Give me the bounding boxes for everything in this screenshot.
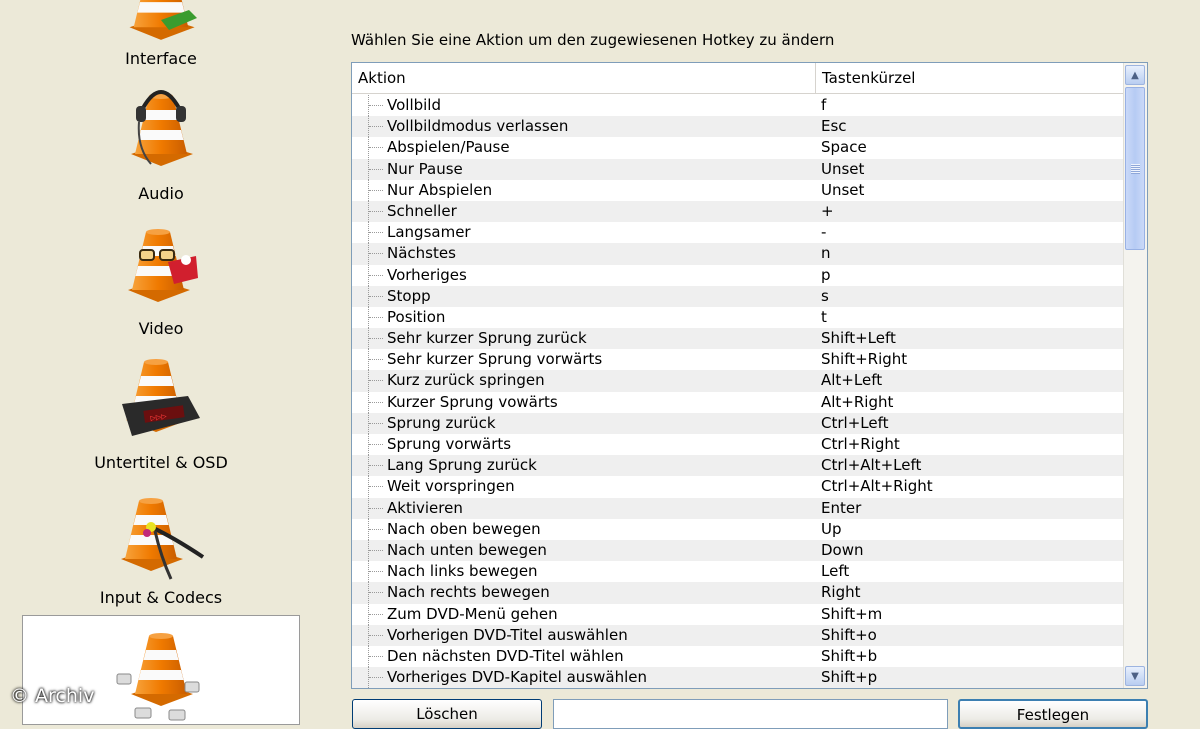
- tree-branch: [369, 677, 383, 679]
- tree-branch: [369, 614, 383, 616]
- tree-branch: [369, 486, 383, 488]
- action-cell: Stopp: [387, 286, 431, 305]
- shortcut-cell: t: [821, 307, 827, 326]
- shortcut-cell: Unset: [821, 180, 865, 199]
- instruction-text: Wählen Sie eine Aktion um den zugewiesenen Hotkey zu ändern: [351, 31, 835, 49]
- shortcut-cell: Space: [821, 138, 867, 157]
- table-row[interactable]: [352, 455, 1124, 476]
- table-row[interactable]: [352, 159, 1124, 180]
- sidebar-item-label: Interface: [125, 49, 197, 68]
- action-cell: Nach rechts bewegen: [387, 583, 550, 602]
- shortcut-cell: Right: [821, 583, 861, 602]
- shortcut-cell: Ctrl+Alt+Right: [821, 477, 933, 496]
- svg-text:▷▷▷: ▷▷▷: [149, 411, 168, 424]
- action-cell: Nach oben bewegen: [387, 519, 541, 538]
- shortcut-cell: Ctrl+Left: [821, 413, 889, 432]
- table-row[interactable]: [352, 476, 1124, 497]
- action-cell: Vorheriges DVD-Kapitel auswählen: [387, 668, 647, 687]
- vlc-cone-display-icon: [116, 352, 206, 442]
- tree-branch: [369, 635, 383, 637]
- sidebar-item-label: Audio: [138, 184, 184, 203]
- tree-branch: [369, 190, 383, 192]
- action-cell: Nur Pause: [387, 159, 463, 178]
- shortcut-cell: Down: [821, 540, 864, 559]
- shortcut-cell: Shift+Left: [821, 329, 896, 348]
- tree-branch: [369, 147, 383, 149]
- table-header: [352, 63, 1124, 94]
- action-cell: Vollbild: [387, 96, 441, 114]
- grip-icon: [1131, 164, 1140, 174]
- shortcut-cell: Ctrl+Alt+Left: [821, 456, 922, 475]
- table-row[interactable]: [352, 222, 1124, 243]
- table-row[interactable]: [352, 328, 1124, 349]
- sidebar-item-subtitles-osd[interactable]: [22, 352, 300, 476]
- chevron-up-icon: ▲: [1131, 69, 1139, 81]
- action-cell: Position: [387, 307, 446, 326]
- action-cell: Nächstes: [387, 244, 456, 263]
- action-cell: Lang Sprung zurück: [387, 456, 537, 475]
- sidebar-item-label: Input & Codecs: [99, 588, 223, 607]
- action-cell: Abspielen/Pause: [387, 138, 510, 157]
- hotkey-tree-table[interactable]: [351, 62, 1148, 689]
- tree-branch: [369, 656, 383, 658]
- table-row[interactable]: [352, 349, 1124, 370]
- column-header-aktion[interactable]: Aktion: [352, 63, 816, 93]
- vlc-cone-cables-icon: [111, 487, 211, 583]
- shortcut-cell: Shift+b: [821, 646, 878, 665]
- vlc-cone-interface-icon: [119, 0, 203, 40]
- table-row[interactable]: [352, 95, 1124, 116]
- tree-branch: [369, 592, 383, 594]
- shortcut-cell: Enter: [821, 498, 862, 517]
- vlc-cone-headphones-icon: [121, 78, 201, 178]
- table-row[interactable]: [352, 201, 1124, 222]
- tree-branch: [369, 296, 383, 298]
- shortcut-cell: Up: [821, 519, 842, 538]
- action-cell: Nur Abspielen: [387, 180, 493, 199]
- tree-branch: [369, 211, 383, 213]
- shortcut-cell: Unset: [821, 159, 865, 178]
- action-cell: Aktivieren: [387, 498, 463, 517]
- shortcut-cell: p: [821, 265, 831, 284]
- tree-branch: [369, 105, 383, 107]
- tree-branch: [369, 550, 383, 552]
- tree-branch: [369, 508, 383, 510]
- sidebar-item-interface[interactable]: [22, 0, 300, 72]
- action-cell: Nach unten bewegen: [387, 540, 547, 559]
- shortcut-cell: s: [821, 286, 829, 305]
- scrollbar-thumb[interactable]: [1125, 87, 1145, 250]
- chevron-down-icon: ▼: [1131, 670, 1139, 682]
- table-row[interactable]: [352, 667, 1124, 688]
- action-cell: Schneller: [387, 201, 457, 220]
- table-row[interactable]: [352, 561, 1124, 582]
- action-cell: Sprung vorwärts: [387, 435, 512, 453]
- tree-branch: [369, 169, 383, 171]
- tree-branch: [369, 275, 383, 277]
- action-cell: Sehr kurzer Sprung zurück: [387, 329, 587, 348]
- table-row[interactable]: [352, 307, 1124, 328]
- vlc-cone-glasses-icon: [118, 218, 204, 308]
- action-cell: Langsamer: [387, 223, 471, 242]
- table-row[interactable]: [352, 582, 1124, 603]
- shortcut-cell: +: [821, 201, 834, 220]
- table-row[interactable]: [352, 116, 1124, 137]
- table-row[interactable]: [352, 540, 1124, 561]
- shortcut-cell: Shift+Right: [821, 350, 908, 369]
- sidebar-item-label: Untertitel & OSD: [94, 453, 228, 472]
- vlc-cone-hotkeys-icon: [113, 624, 209, 724]
- action-cell: Vorheriges: [387, 265, 467, 284]
- table-row[interactable]: [352, 625, 1124, 646]
- table-row[interactable]: [352, 265, 1124, 286]
- column-header-tastenkuerzel[interactable]: Tastenkürzel: [822, 69, 916, 87]
- tree-branch: [369, 380, 383, 382]
- table-row[interactable]: [352, 370, 1124, 391]
- hotkey-input[interactable]: [553, 699, 948, 729]
- tree-branch: [369, 444, 383, 446]
- shortcut-cell: Esc: [821, 117, 847, 136]
- shortcut-cell: n: [821, 244, 831, 263]
- category-sidebar: [0, 0, 314, 720]
- shortcut-cell: f: [821, 96, 827, 114]
- table-row[interactable]: [352, 413, 1124, 434]
- table-row[interactable]: [352, 137, 1124, 158]
- table-row[interactable]: [352, 392, 1124, 413]
- tree-branch: [369, 529, 383, 531]
- action-cell: Vorherigen DVD-Titel auswählen: [387, 625, 628, 644]
- table-row[interactable]: [352, 646, 1124, 667]
- action-cell: Sehr kurzer Sprung vorwärts: [387, 350, 603, 369]
- shortcut-cell: Alt+Right: [821, 392, 894, 411]
- table-row[interactable]: [352, 604, 1124, 625]
- table-row[interactable]: [352, 519, 1124, 540]
- tree-branch: [369, 571, 383, 573]
- vertical-scrollbar[interactable]: [1123, 63, 1147, 688]
- scroll-up-button[interactable]: [1125, 65, 1145, 85]
- shortcut-cell: Shift+p: [821, 668, 878, 687]
- table-row[interactable]: [352, 243, 1124, 264]
- sidebar-item-audio[interactable]: [22, 78, 300, 208]
- tree-branch: [369, 423, 383, 425]
- table-row[interactable]: [352, 498, 1124, 519]
- tree-branch: [369, 338, 383, 340]
- action-cell: Sprung zurück: [387, 413, 496, 432]
- table-row[interactable]: [352, 434, 1124, 455]
- action-cell: Vollbildmodus verlassen: [387, 117, 569, 136]
- action-cell: Kurzer Sprung vowärts: [387, 392, 558, 411]
- tree-branch: [369, 317, 383, 319]
- table-row[interactable]: [352, 286, 1124, 307]
- shortcut-cell: Left: [821, 562, 850, 581]
- sidebar-item-video[interactable]: [22, 218, 300, 342]
- action-cell: Kurz zurück springen: [387, 371, 545, 390]
- sidebar-item-label: Video: [138, 319, 184, 338]
- assign-button[interactable]: Festlegen: [958, 699, 1148, 729]
- tree-branch: [369, 359, 383, 361]
- scroll-down-button[interactable]: [1125, 666, 1145, 686]
- tree-branch: [369, 253, 383, 255]
- delete-button[interactable]: Löschen: [352, 699, 542, 729]
- shortcut-cell: Ctrl+Right: [821, 435, 900, 453]
- shortcut-cell: Shift+m: [821, 604, 883, 623]
- action-cell: Nach links bewegen: [387, 562, 538, 581]
- action-cell: Zum DVD-Menü gehen: [387, 604, 558, 623]
- action-cell: Weit vorspringen: [387, 477, 515, 496]
- shortcut-cell: Alt+Left: [821, 371, 883, 390]
- action-cell: Den nächsten DVD-Titel wählen: [387, 646, 624, 665]
- tree-branch: [369, 232, 383, 234]
- table-row[interactable]: [352, 180, 1124, 201]
- sidebar-item-hotkeys[interactable]: [22, 615, 300, 725]
- table-rows: [352, 95, 1124, 688]
- tree-branch: [369, 465, 383, 467]
- sidebar-item-input-codecs[interactable]: [22, 487, 300, 611]
- copyright-watermark: © Archiv: [10, 685, 95, 707]
- shortcut-cell: Shift+o: [821, 625, 877, 644]
- shortcut-cell: -: [821, 223, 827, 242]
- tree-branch: [369, 126, 383, 128]
- tree-branch: [369, 402, 383, 404]
